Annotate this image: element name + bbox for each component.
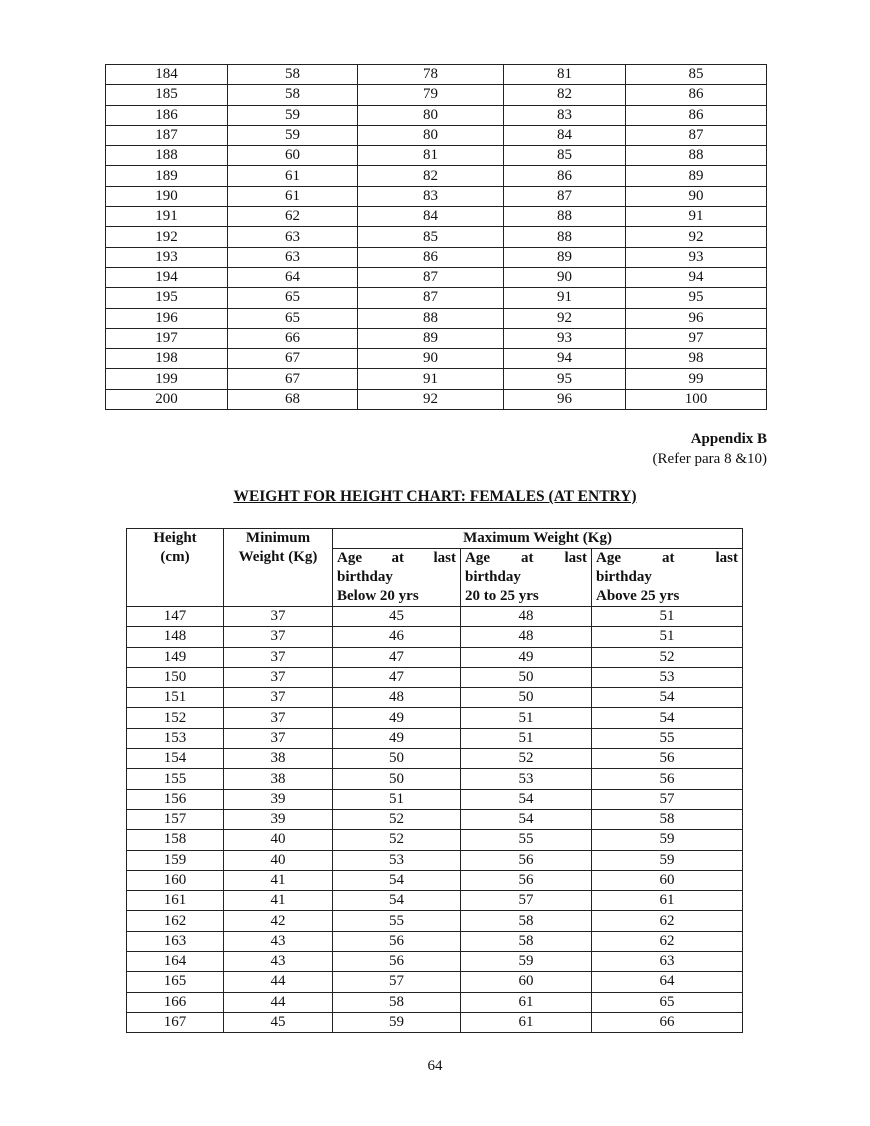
table-cell: 147 [127,607,224,627]
table-cell: 43 [224,931,333,951]
table-cell: 94 [504,349,626,369]
table-cell: 52 [461,749,592,769]
table-cell: 50 [333,769,461,789]
table-cell: 64 [228,267,358,287]
table-cell: 93 [504,328,626,348]
table-cell: 95 [626,288,767,308]
table-row [127,667,743,687]
table-row [106,125,767,145]
table-cell: 55 [333,911,461,931]
table-cell: 63 [592,952,743,972]
table-row [106,105,767,125]
table-cell: 83 [504,105,626,125]
table-cell: 39 [224,789,333,809]
table-cell: 51 [592,627,743,647]
age-header-line3: Above 25 yrs [596,588,680,604]
table-cell: 187 [106,125,228,145]
table-row [106,247,767,267]
height-header [127,529,224,607]
table-cell: 199 [106,369,228,389]
table-cell: 67 [228,369,358,389]
table-row [127,809,743,829]
appendix-reference: (Refer para 8 &10) [652,451,767,467]
table-cell: 66 [228,328,358,348]
table-cell: 40 [224,830,333,850]
table-cell: 37 [224,627,333,647]
age-header-above-25 [592,549,743,607]
male-weight-table-continuation [105,64,767,410]
female-weight-table [126,528,743,1033]
age-header-line2: birthday [596,569,652,585]
table-row [127,1012,743,1032]
table-cell: 195 [106,288,228,308]
table-cell: 51 [461,708,592,728]
table-cell: 41 [224,870,333,890]
age-header-line2: birthday [465,569,521,585]
table-cell: 56 [333,931,461,951]
table-cell: 53 [333,850,461,870]
table-row [127,911,743,931]
table-cell: 96 [626,308,767,328]
table-cell: 86 [504,166,626,186]
table-cell: 98 [626,349,767,369]
table-cell: 88 [626,146,767,166]
table-cell: 166 [127,992,224,1012]
table-cell: 190 [106,186,228,206]
min-weight-header [224,529,333,607]
table-row [106,186,767,206]
table-cell: 99 [626,369,767,389]
table-cell: 162 [127,911,224,931]
table-cell: 87 [358,288,504,308]
height-header-line1: Height [153,530,197,546]
table-cell: 57 [333,972,461,992]
table-row [127,850,743,870]
age-header-line2: birthday [337,569,393,585]
table-cell: 88 [504,207,626,227]
table-cell: 53 [461,769,592,789]
table-cell: 37 [224,647,333,667]
table-row [127,870,743,890]
table-cell: 159 [127,850,224,870]
table-cell: 54 [333,870,461,890]
table-cell: 81 [504,65,626,85]
min-weight-header-line1: Minimum [245,530,311,546]
table-cell: 97 [626,328,767,348]
table-cell: 89 [358,328,504,348]
table-cell: 56 [592,749,743,769]
table-row [106,369,767,389]
table-cell: 58 [592,809,743,829]
table-cell: 88 [504,227,626,247]
table-cell: 45 [224,1012,333,1032]
appendix-title: Appendix B [690,431,767,447]
table-cell: 90 [358,349,504,369]
table-cell: 54 [592,708,743,728]
table-cell: 149 [127,647,224,667]
table-cell: 86 [626,105,767,125]
table-cell: 48 [461,627,592,647]
table-cell: 163 [127,931,224,951]
table-cell: 192 [106,227,228,247]
table-cell: 62 [228,207,358,227]
table-cell: 56 [461,850,592,870]
table-row [106,207,767,227]
table-cell: 46 [333,627,461,647]
table-cell: 60 [461,972,592,992]
table-cell: 60 [592,870,743,890]
table-cell: 63 [228,247,358,267]
table-cell: 54 [333,891,461,911]
table-row [127,992,743,1012]
table-cell: 49 [333,708,461,728]
table-cell: 51 [333,789,461,809]
table-cell: 65 [592,992,743,1012]
age-header-below-20 [333,549,461,607]
table-cell: 92 [358,389,504,409]
table-cell: 158 [127,830,224,850]
table-cell: 37 [224,667,333,687]
table-cell: 191 [106,207,228,227]
table-cell: 57 [592,789,743,809]
table-row [106,267,767,287]
table-cell: 80 [358,125,504,145]
table-cell: 37 [224,708,333,728]
table-row [127,607,743,627]
table-cell: 95 [504,369,626,389]
table-cell: 38 [224,769,333,789]
table-row [106,389,767,409]
table-cell: 165 [127,972,224,992]
table-cell: 160 [127,870,224,890]
table-row [106,166,767,186]
table-cell: 90 [626,186,767,206]
table-row [127,769,743,789]
table-cell: 65 [228,288,358,308]
table-cell: 49 [461,647,592,667]
table-cell: 58 [461,931,592,951]
table-cell: 84 [504,125,626,145]
table-row [106,328,767,348]
table-row [127,728,743,748]
table-cell: 51 [461,728,592,748]
table-cell: 194 [106,267,228,287]
age-header-line1: Age at last [596,550,739,566]
table-cell: 79 [358,85,504,105]
table-cell: 45 [333,607,461,627]
table-row [127,952,743,972]
table-cell: 86 [358,247,504,267]
page-number: 64 [427,1058,443,1074]
table-row [127,931,743,951]
table-cell: 56 [333,952,461,972]
table-row [127,749,743,769]
table-cell: 150 [127,667,224,687]
table-cell: 88 [358,308,504,328]
table-cell: 54 [461,789,592,809]
table-cell: 37 [224,728,333,748]
table-cell: 67 [228,349,358,369]
table-cell: 85 [504,146,626,166]
table-cell: 85 [358,227,504,247]
table-cell: 56 [592,769,743,789]
table-cell: 64 [592,972,743,992]
table-body [106,65,767,410]
table-cell: 47 [333,647,461,667]
table-row [106,227,767,247]
table-cell: 93 [626,247,767,267]
table-cell: 48 [333,688,461,708]
table-cell: 184 [106,65,228,85]
table-cell: 44 [224,972,333,992]
table-cell: 164 [127,952,224,972]
table-cell: 90 [504,267,626,287]
table-cell: 57 [461,891,592,911]
table-cell: 92 [504,308,626,328]
table-cell: 156 [127,789,224,809]
table-cell: 37 [224,607,333,627]
table-row [127,647,743,667]
table-cell: 61 [228,166,358,186]
table-cell: 43 [224,952,333,972]
table-cell: 196 [106,308,228,328]
table-header [127,529,743,607]
table-cell: 155 [127,769,224,789]
chart-title: WEIGHT FOR HEIGHT CHART: FEMALES (AT ENTRY) [233,488,637,505]
table-row [106,308,767,328]
table-cell: 58 [228,85,358,105]
table-cell: 58 [228,65,358,85]
table-cell: 47 [333,667,461,687]
table-cell: 41 [224,891,333,911]
table-cell: 83 [358,186,504,206]
table-cell: 200 [106,389,228,409]
table-cell: 85 [626,65,767,85]
height-header-line2: (cm) [160,549,190,565]
table-cell: 61 [461,1012,592,1032]
table-cell: 48 [461,607,592,627]
table-cell: 53 [592,667,743,687]
table-cell: 89 [626,166,767,186]
table-cell: 68 [228,389,358,409]
table-cell: 87 [358,267,504,287]
table-cell: 55 [592,728,743,748]
table-cell: 193 [106,247,228,267]
table-cell: 49 [333,728,461,748]
table-cell: 58 [333,992,461,1012]
table-cell: 94 [626,267,767,287]
table-row [127,688,743,708]
table-cell: 60 [228,146,358,166]
table-cell: 92 [626,227,767,247]
table-row [127,972,743,992]
table-cell: 188 [106,146,228,166]
max-weight-header: Maximum Weight (Kg) [333,529,743,549]
table-cell: 54 [592,688,743,708]
table-row [127,891,743,911]
table-body [127,607,743,1033]
table-cell: 59 [592,850,743,870]
table-cell: 39 [224,809,333,829]
age-header-line1: Age at last [465,550,587,566]
table-cell: 96 [504,389,626,409]
table-cell: 59 [228,105,358,125]
table-cell: 38 [224,749,333,769]
table-row [106,288,767,308]
table-cell: 154 [127,749,224,769]
table-cell: 91 [626,207,767,227]
table-cell: 50 [461,667,592,687]
age-header-line3: 20 to 25 yrs [465,588,539,604]
table-cell: 198 [106,349,228,369]
table-cell: 153 [127,728,224,748]
table-cell: 44 [224,992,333,1012]
table-cell: 56 [461,870,592,890]
table-cell: 37 [224,688,333,708]
table-cell: 62 [592,931,743,951]
table-row [127,789,743,809]
table-cell: 59 [228,125,358,145]
table-row [127,627,743,647]
age-header-line3: Below 20 yrs [337,588,419,604]
table-cell: 82 [358,166,504,186]
table-cell: 52 [592,647,743,667]
table-cell: 80 [358,105,504,125]
table-row [106,349,767,369]
table-cell: 186 [106,105,228,125]
table-cell: 100 [626,389,767,409]
table-cell: 51 [592,607,743,627]
table-cell: 61 [461,992,592,1012]
table-row [106,85,767,105]
table-cell: 86 [626,85,767,105]
table-cell: 81 [358,146,504,166]
table-cell: 152 [127,708,224,728]
table-row [106,65,767,85]
table-cell: 62 [592,911,743,931]
age-header-20-to-25 [461,549,592,607]
table-cell: 55 [461,830,592,850]
table-cell: 40 [224,850,333,870]
table-cell: 189 [106,166,228,186]
table-cell: 91 [358,369,504,389]
table-cell: 91 [504,288,626,308]
table-cell: 87 [626,125,767,145]
table-cell: 89 [504,247,626,267]
table-cell: 63 [228,227,358,247]
table-cell: 78 [358,65,504,85]
table-row [127,708,743,728]
table-cell: 61 [592,891,743,911]
table-row [106,146,767,166]
table-cell: 84 [358,207,504,227]
table-cell: 66 [592,1012,743,1032]
table-cell: 151 [127,688,224,708]
table-cell: 52 [333,830,461,850]
age-header-line1: Age at last [337,550,456,566]
table-cell: 59 [333,1012,461,1032]
table-cell: 87 [504,186,626,206]
table-cell: 52 [333,809,461,829]
table-cell: 148 [127,627,224,647]
table-cell: 50 [333,749,461,769]
table-cell: 161 [127,891,224,911]
table-cell: 61 [228,186,358,206]
table-cell: 59 [461,952,592,972]
table-cell: 50 [461,688,592,708]
table-cell: 185 [106,85,228,105]
table-cell: 82 [504,85,626,105]
table-cell: 58 [461,911,592,931]
table-cell: 197 [106,328,228,348]
table-cell: 42 [224,911,333,931]
table-cell: 65 [228,308,358,328]
table-cell: 54 [461,809,592,829]
min-weight-header-line2: Weight (Kg) [238,549,318,565]
table-row [127,830,743,850]
table-cell: 59 [592,830,743,850]
table-cell: 167 [127,1012,224,1032]
table-cell: 157 [127,809,224,829]
